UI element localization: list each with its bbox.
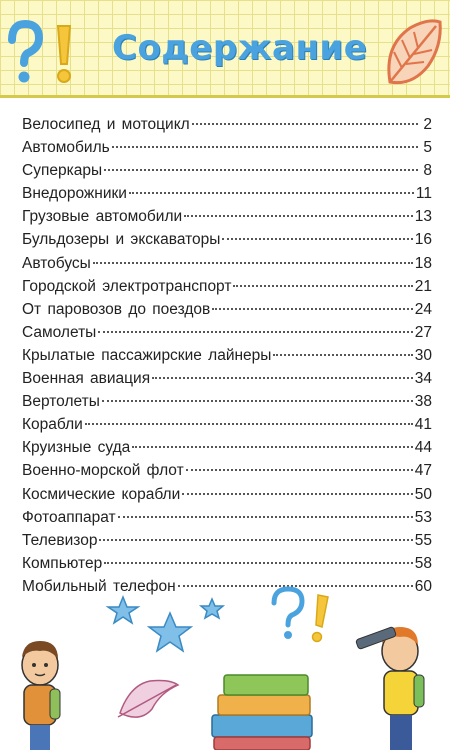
toc-entry-title: Военная авиация [22, 370, 151, 388]
toc-entry[interactable] [22, 136, 432, 159]
dot-leader [129, 192, 414, 194]
page-title: Содержание [112, 28, 368, 68]
toc-entry-page: 58 [414, 554, 432, 572]
dot-leader [152, 377, 413, 379]
toc-entry-page: 41 [414, 416, 432, 434]
toc-entry-title: Внедорожники [22, 185, 127, 203]
toc-entry[interactable] [22, 529, 432, 552]
toc-entry-title: Городской электротранспорт [22, 277, 232, 295]
toc-entry-title: Самолеты [22, 323, 97, 341]
toc-entry-title: Компьютер [22, 554, 103, 572]
dot-leader [182, 493, 413, 495]
dot-leader [184, 215, 413, 217]
dot-leader [222, 238, 412, 240]
dot-leader [118, 516, 413, 518]
toc-entry-page: 11 [415, 185, 432, 203]
toc-entry-title: Суперкары [22, 162, 103, 180]
dot-leader [233, 285, 412, 287]
toc-entry-page: 44 [414, 439, 432, 457]
toc-entry-title: От паровозов до поездов [22, 300, 211, 318]
star-icon [108, 597, 223, 651]
dot-leader [212, 308, 413, 310]
toc-entry[interactable] [22, 182, 432, 205]
dot-leader [104, 562, 413, 564]
dot-leader [104, 169, 418, 171]
toc-entry-title: Автобусы [22, 254, 91, 272]
dot-leader [112, 146, 418, 148]
toc-entry-title: Бульдозеры и экскаваторы [22, 231, 221, 249]
toc-entry-page: 21 [414, 277, 432, 295]
dot-leader [85, 423, 413, 425]
dot-leader [93, 262, 413, 264]
exclamation-mark-icon [50, 22, 78, 86]
toc-entry-page: 5 [423, 139, 432, 157]
toc-entry[interactable] [22, 344, 432, 367]
dot-leader [98, 331, 412, 333]
toc-entry[interactable] [22, 228, 432, 251]
toc-entry-page: 27 [414, 323, 432, 341]
header-band [0, 0, 450, 98]
toc-entry-page: 53 [414, 508, 432, 526]
dot-leader [99, 539, 412, 541]
question-mark-icon [4, 20, 46, 86]
toc-entry-page: 34 [414, 370, 432, 388]
toc-entry-title: Военно-морской флот [22, 462, 184, 480]
toc-entry-page: 2 [423, 116, 432, 133]
toc-entry-title: Велосипед и мотоцикл [22, 116, 190, 133]
toc-entry-page: 8 [423, 162, 432, 180]
toc-entry[interactable] [22, 483, 432, 506]
toc-entry-title: Космические корабли [22, 485, 181, 503]
toc-entry[interactable] [22, 390, 432, 413]
leaf-icon [380, 16, 446, 92]
toc-entry-title: Автомобиль [22, 139, 110, 157]
exclamation-mark-icon [313, 595, 329, 642]
toc-entry[interactable] [22, 413, 432, 436]
books-icon [212, 675, 312, 750]
toc-entry-page: 50 [414, 485, 432, 503]
toc-entry[interactable] [22, 298, 432, 321]
toc-entry[interactable] [22, 552, 432, 575]
toc-entry-page: 38 [414, 393, 432, 411]
toc-entry-title: Грузовые автомобили [22, 208, 183, 226]
toc-entry[interactable] [22, 459, 432, 482]
footer-illustration [0, 585, 450, 750]
dot-leader [132, 446, 412, 448]
dot-leader [192, 123, 418, 125]
dot-leader [273, 354, 412, 356]
toc-entry[interactable] [22, 367, 432, 390]
toc-entry-page: 16 [414, 231, 432, 249]
toc-entry-title: Телевизор [22, 531, 98, 549]
toc-entry-page: 18 [414, 254, 432, 272]
toc-entry-page: 13 [414, 208, 432, 226]
toc-entry-page: 55 [414, 531, 432, 549]
toc-entry-page: 47 [414, 462, 432, 480]
toc-entry[interactable] [22, 252, 432, 275]
toc-entry-title: Корабли [22, 416, 83, 434]
toc-entry-title: Фотоаппарат [22, 508, 116, 526]
toc-entry-title: Круизные суда [22, 439, 131, 457]
question-mark-icon [274, 589, 302, 639]
boy-icon [22, 641, 60, 750]
leaf-icon [118, 681, 178, 718]
dot-leader [186, 469, 413, 471]
toc-entry-title: Мобильный телефон [22, 577, 176, 595]
toc-entry[interactable] [22, 113, 432, 136]
toc-entry-title: Крылатые пассажирские лайнеры [22, 346, 272, 364]
toc-entry-title: Вертолеты [22, 393, 100, 411]
toc-entry[interactable] [22, 159, 432, 182]
toc-entry-page: 30 [414, 346, 432, 364]
toc-entry-page: 24 [414, 300, 432, 318]
toc-entry[interactable] [22, 436, 432, 459]
boy-with-telescope-icon [355, 626, 424, 750]
toc-entry[interactable] [22, 321, 432, 344]
toc-entry[interactable] [22, 506, 432, 529]
toc-entry[interactable] [22, 275, 432, 298]
toc-entry-page: 60 [414, 577, 432, 595]
toc-entry[interactable] [22, 205, 432, 228]
dot-leader [102, 400, 413, 402]
table-of-contents [22, 113, 432, 598]
